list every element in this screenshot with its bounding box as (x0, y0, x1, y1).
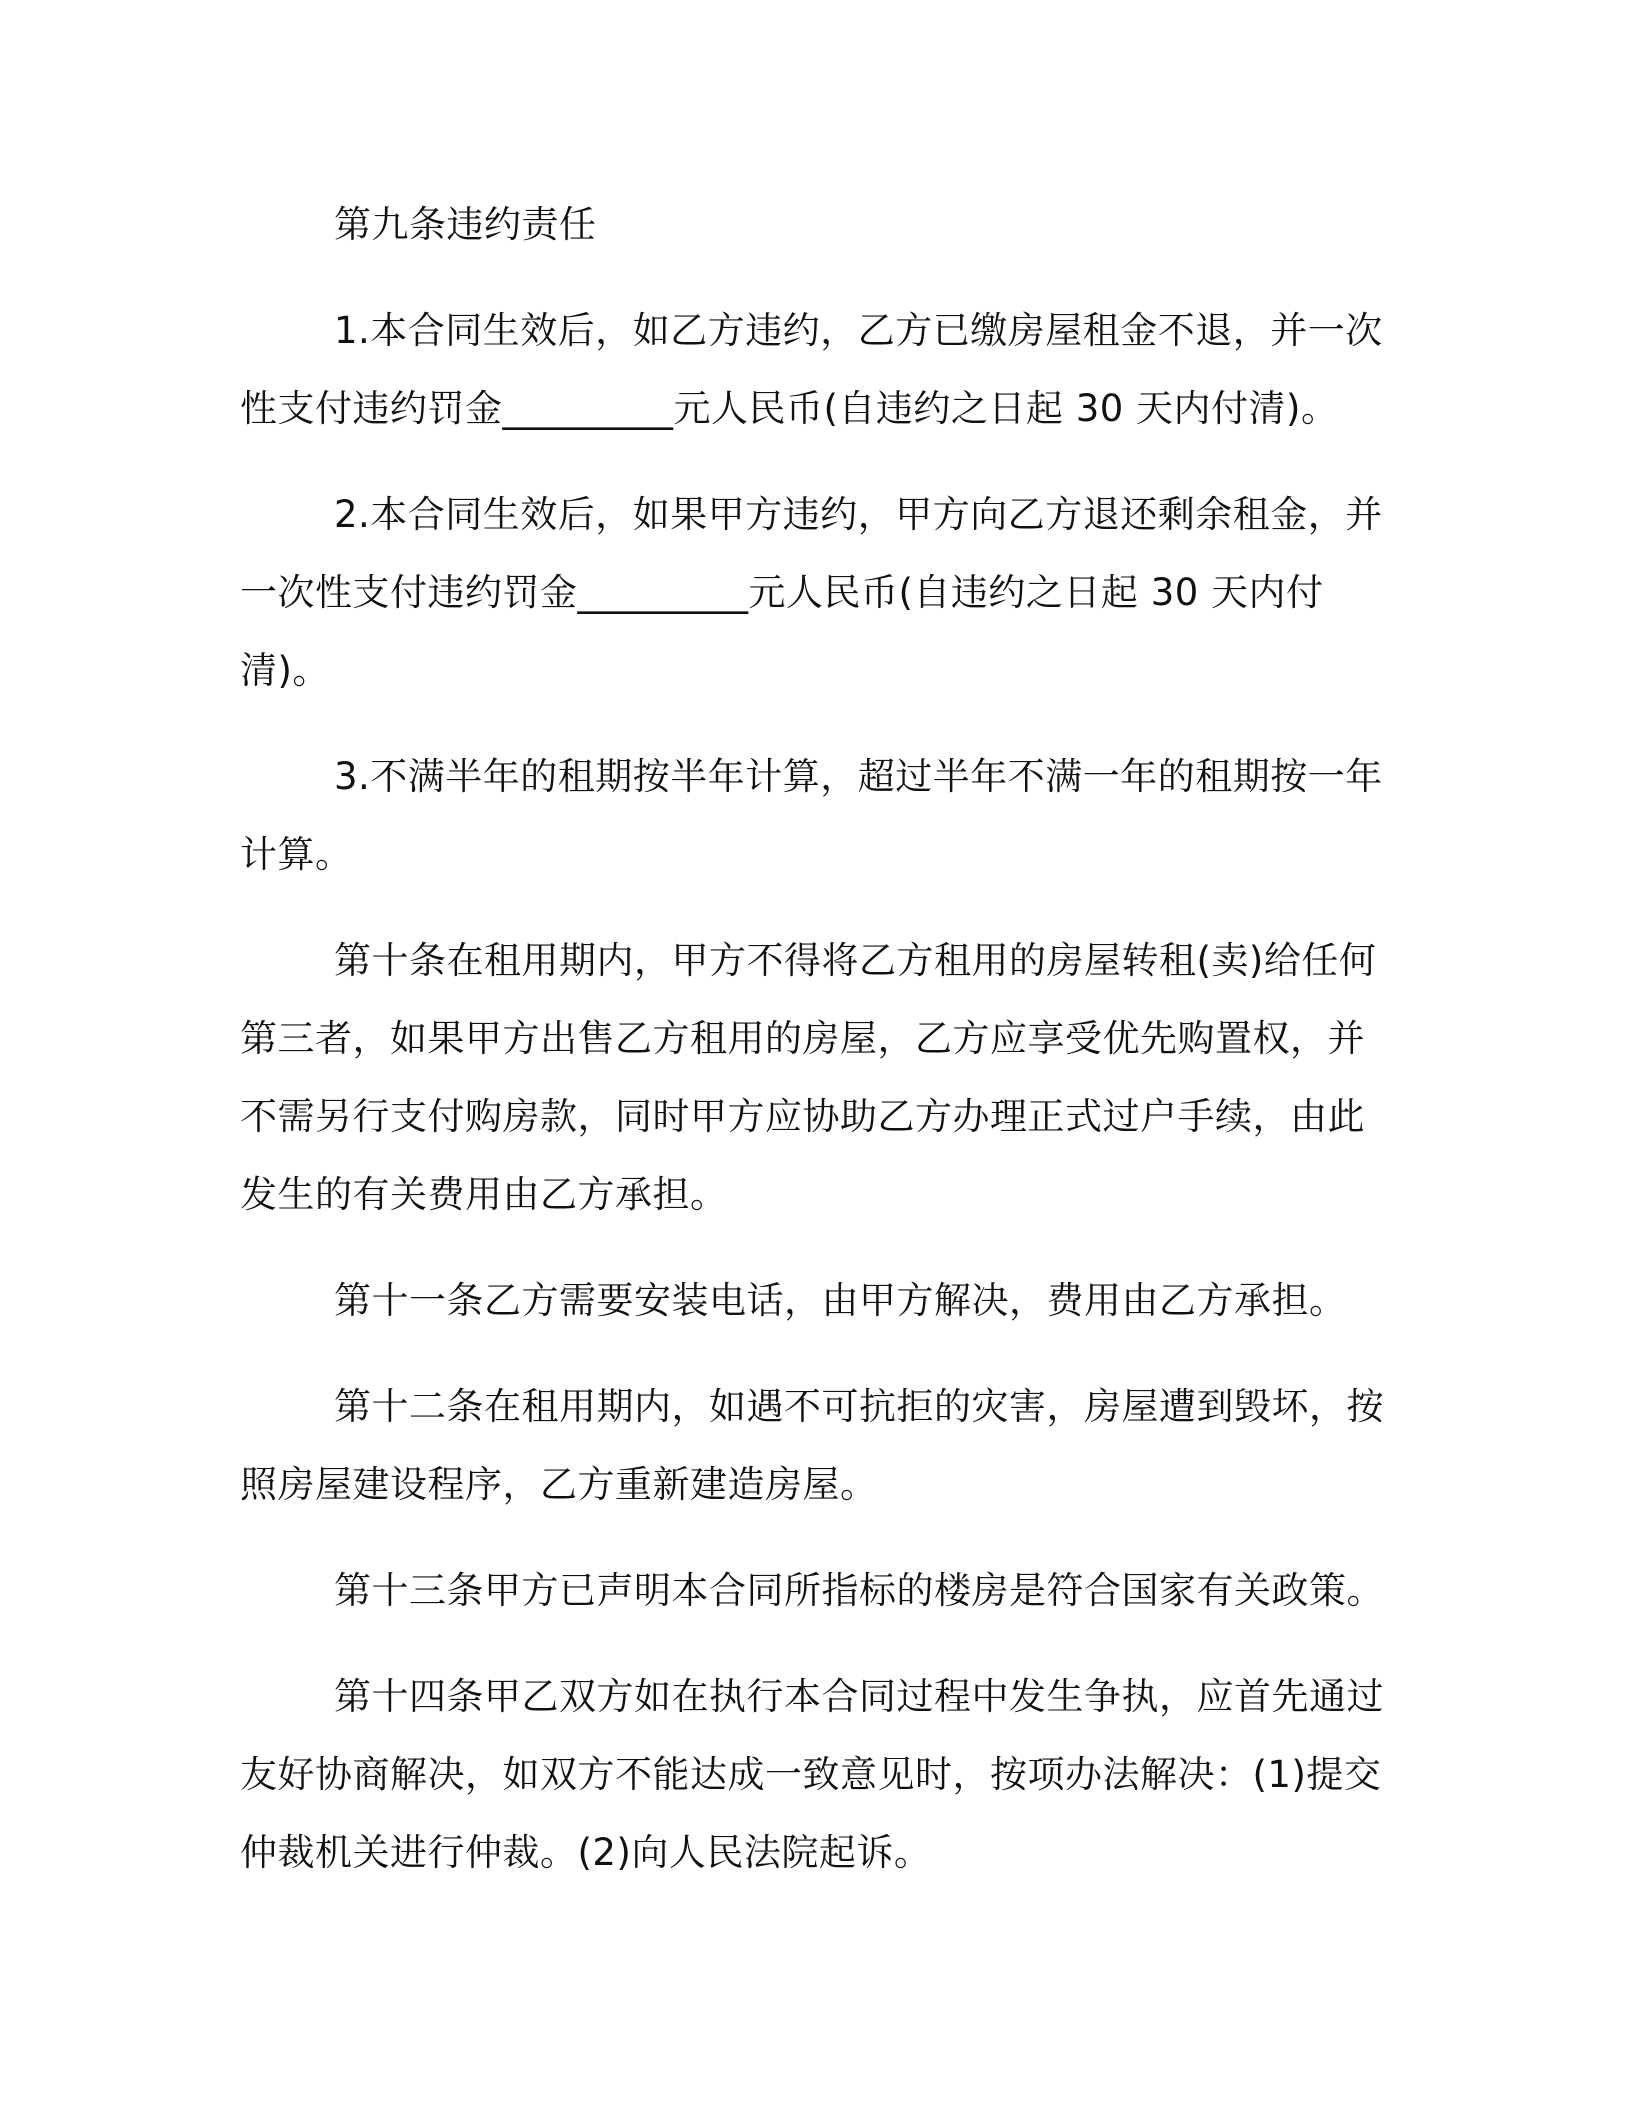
article-13: 第十三条甲方已声明本合同所指标的楼房是符合国家有关政策。 (334, 1569, 1384, 1612)
article-9-clause-2: 2.本合同生效后，如果甲方违约，甲方向乙方退还剩余租金，并一次性支付违约罚金_________元人民币(自违约之日起 30 天内付清)。 (240, 493, 1383, 692)
article-9-clause-1: 1.本合同生效后，如乙方违约，乙方已缴房屋租金不退，并一次性支付违约罚金_________元人民币(自违约之日起 30 天内付清)。 (240, 309, 1383, 430)
article-11: 第十一条乙方需要安装电话，由甲方解决，费用由乙方承担。 (334, 1279, 1347, 1322)
article-14: 第十四条甲乙双方如在执行本合同过程中发生争执，应首先通过友好协商解决，如双方不能达成一致意见时，按项办法解决：(1)提交仲裁机关进行仲裁。(2)向人民法院起诉。 (240, 1675, 1384, 1874)
article-10: 第十条在租用期内，甲方不得将乙方租用的房屋转租(卖)给任何第三者，如果甲方出售乙方租用的房屋，乙方应享受优先购置权，并不需另行支付购房款，同时甲方应协助乙方办理正式过户手续，由此发生的有关费用由乙方承担。 (240, 939, 1377, 1216)
document-body (240, 186, 1390, 1920)
article-9-clause-3: 3.不满半年的租期按半年计算，超过半年不满一年的租期按一年计算。 (240, 755, 1383, 876)
article-12: 第十二条在租用期内，如遇不可抗拒的灾害，房屋遭到毁坏，按照房屋建设程序，乙方重新建造房屋。 (240, 1385, 1384, 1506)
article-9-heading: 第九条违约责任 (334, 203, 597, 246)
